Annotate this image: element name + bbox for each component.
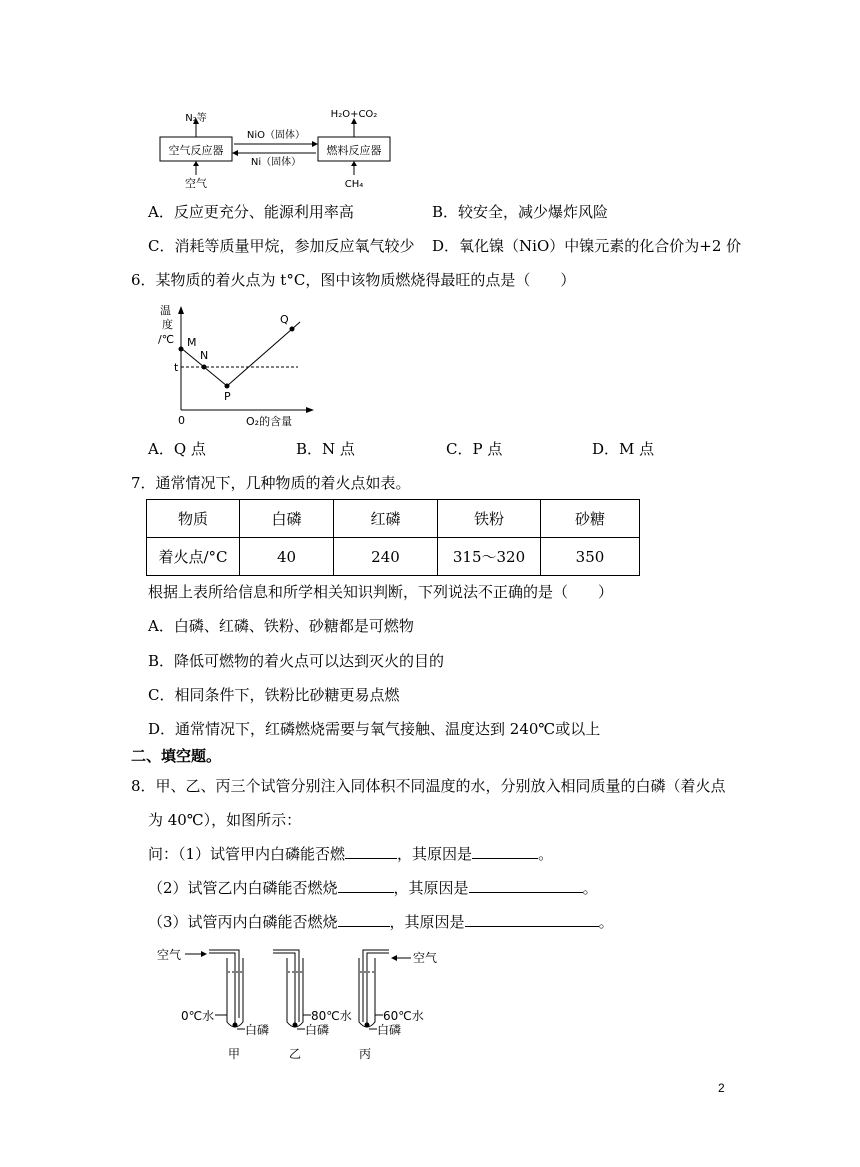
- q8-part2-text-a: （2）试管乙内白磷能否燃烧: [148, 879, 338, 897]
- q6-option-c: C．P 点: [446, 440, 503, 458]
- q7-option-b: B．降低可燃物的着火点可以达到灭火的目的: [148, 652, 445, 670]
- q8-stem-line1: 8．甲、乙、丙三个试管分别注入同体积不同温度的水，分别放入相同质量的白磷（着火点: [131, 777, 726, 795]
- answer-blank[interactable]: [469, 878, 583, 893]
- table-cell: 着火点/°C: [147, 538, 240, 576]
- q8-part3-text-c: 。: [598, 913, 614, 931]
- q8-part2-text-c: 。: [582, 879, 598, 897]
- page-number: 2: [718, 1081, 725, 1095]
- section-heading: 二、填空题。: [131, 747, 222, 765]
- y-axis-label-1: 温: [160, 304, 171, 317]
- test-tubes-figure: [155, 942, 455, 1064]
- point-q: [290, 327, 295, 332]
- answer-blank[interactable]: [345, 844, 397, 859]
- q8-part3-text-b: ，其原因是: [389, 913, 465, 931]
- q8-part1-text-c: 。: [538, 845, 554, 863]
- answer-blank[interactable]: [465, 912, 599, 927]
- q5-option-b: B．较安全，减少爆炸风险: [432, 203, 609, 221]
- white-phosphorus-label-1: 白磷: [245, 1023, 270, 1037]
- tube-label-bing: 丙: [359, 1047, 372, 1061]
- h2o-co2-output-label: H₂O+CO₂: [330, 109, 378, 120]
- table-cell: 铁粉: [438, 500, 541, 538]
- nio-arrow-label: NiO（固体）: [246, 130, 306, 141]
- origin-label: 0: [178, 414, 185, 427]
- table-cell: 40: [240, 538, 334, 576]
- q8-part1-text-a: 问：（1）试管甲内白磷能否燃: [148, 845, 346, 863]
- q8-part2: [148, 878, 598, 898]
- water-temp-label-1: 0℃水: [181, 1009, 215, 1023]
- point-m: [179, 347, 184, 352]
- tube-label-jia: 甲: [228, 1047, 241, 1061]
- fuel-reactor-label: 燃料反应器: [326, 144, 382, 157]
- q7-question: 根据上表所给信息和所学相关知识判断，下列说法不正确的是（ ）: [148, 583, 614, 601]
- answer-blank[interactable]: [472, 844, 538, 859]
- ni-arrow-label: Ni（固体）: [250, 157, 302, 168]
- q8-part3-text-a: （3）试管丙内白磷能否燃烧: [148, 913, 338, 931]
- table-row: [147, 538, 640, 576]
- point-n-label: N: [200, 349, 209, 362]
- q7-stem: 7．通常情况下，几种物质的着火点如表。: [131, 474, 411, 492]
- table-cell: 350: [541, 538, 640, 576]
- water-temp-label-3: 60℃水: [383, 1009, 424, 1023]
- n2-output-label: N₂等: [185, 113, 207, 124]
- q6-temperature-graph: [150, 300, 320, 430]
- q6-option-a: A．Q 点: [148, 440, 206, 458]
- y-axis-label-2: 度: [162, 318, 173, 331]
- air-left-label: 空气: [157, 948, 182, 962]
- q5-option-a: A．反应更充分、能源利用率高: [148, 203, 354, 221]
- air-input-label: 空气: [185, 177, 207, 190]
- table-cell: 红磷: [334, 500, 438, 538]
- q5-option-d: D．氧化镍（NiO）中镍元素的化合价为+2 价: [432, 237, 742, 255]
- q5-option-c: C．消耗等质量甲烷，参加反应氧气较少: [148, 237, 415, 255]
- x-axis-label: O₂的含量: [246, 415, 293, 428]
- answer-blank[interactable]: [338, 878, 394, 893]
- air-right-label: 空气: [413, 951, 438, 965]
- q7-option-a: A．白磷、红磷、铁粉、砂糖都是可燃物: [148, 617, 414, 635]
- reactor-diagram: [150, 105, 410, 195]
- answer-blank[interactable]: [338, 912, 390, 927]
- ch4-input-label: CH₄: [344, 179, 364, 190]
- point-q-label: Q: [280, 313, 289, 326]
- q8-part1: [148, 844, 553, 864]
- q7-option-d: D．通常情况下，红磷燃烧需要与氧气接触、温度达到 240℃或以上: [148, 720, 601, 738]
- tube-label-yi: 乙: [289, 1047, 302, 1061]
- q8-part2-text-b: ，其原因是: [393, 879, 469, 897]
- q7-option-c: C．相同条件下，铁粉比砂糖更易点燃: [148, 686, 400, 704]
- ignition-point-table: [146, 499, 640, 576]
- q8-part3: [148, 912, 614, 932]
- q8-stem-line2: 为 40℃），如图所示：: [148, 811, 302, 829]
- water-temp-label-2: 80℃水: [311, 1009, 352, 1023]
- air-reactor-label: 空气反应器: [168, 144, 224, 157]
- point-p-label: P: [224, 390, 231, 403]
- table-cell: 240: [334, 538, 438, 576]
- q6-stem: 6．某物质的着火点为 t°C，图中该物质燃烧得最旺的点是（ ）: [131, 271, 576, 289]
- table-cell: 315～320: [438, 538, 541, 576]
- table-header-row: [147, 500, 640, 538]
- q6-option-d: D．M 点: [592, 440, 655, 458]
- q6-option-b: B．N 点: [296, 440, 355, 458]
- point-n: [202, 365, 207, 370]
- table-cell: 物质: [147, 500, 240, 538]
- white-phosphorus-label-2: 白磷: [305, 1023, 330, 1037]
- table-cell: 砂糖: [541, 500, 640, 538]
- y-axis-label-3: /℃: [158, 333, 175, 346]
- point-m-label: M: [187, 336, 197, 349]
- point-p: [225, 384, 230, 389]
- table-cell: 白磷: [240, 500, 334, 538]
- white-phosphorus-label-3: 白磷: [377, 1023, 402, 1037]
- q8-part1-text-b: ，其原因是: [397, 845, 473, 863]
- t-tick-label: t: [174, 361, 179, 374]
